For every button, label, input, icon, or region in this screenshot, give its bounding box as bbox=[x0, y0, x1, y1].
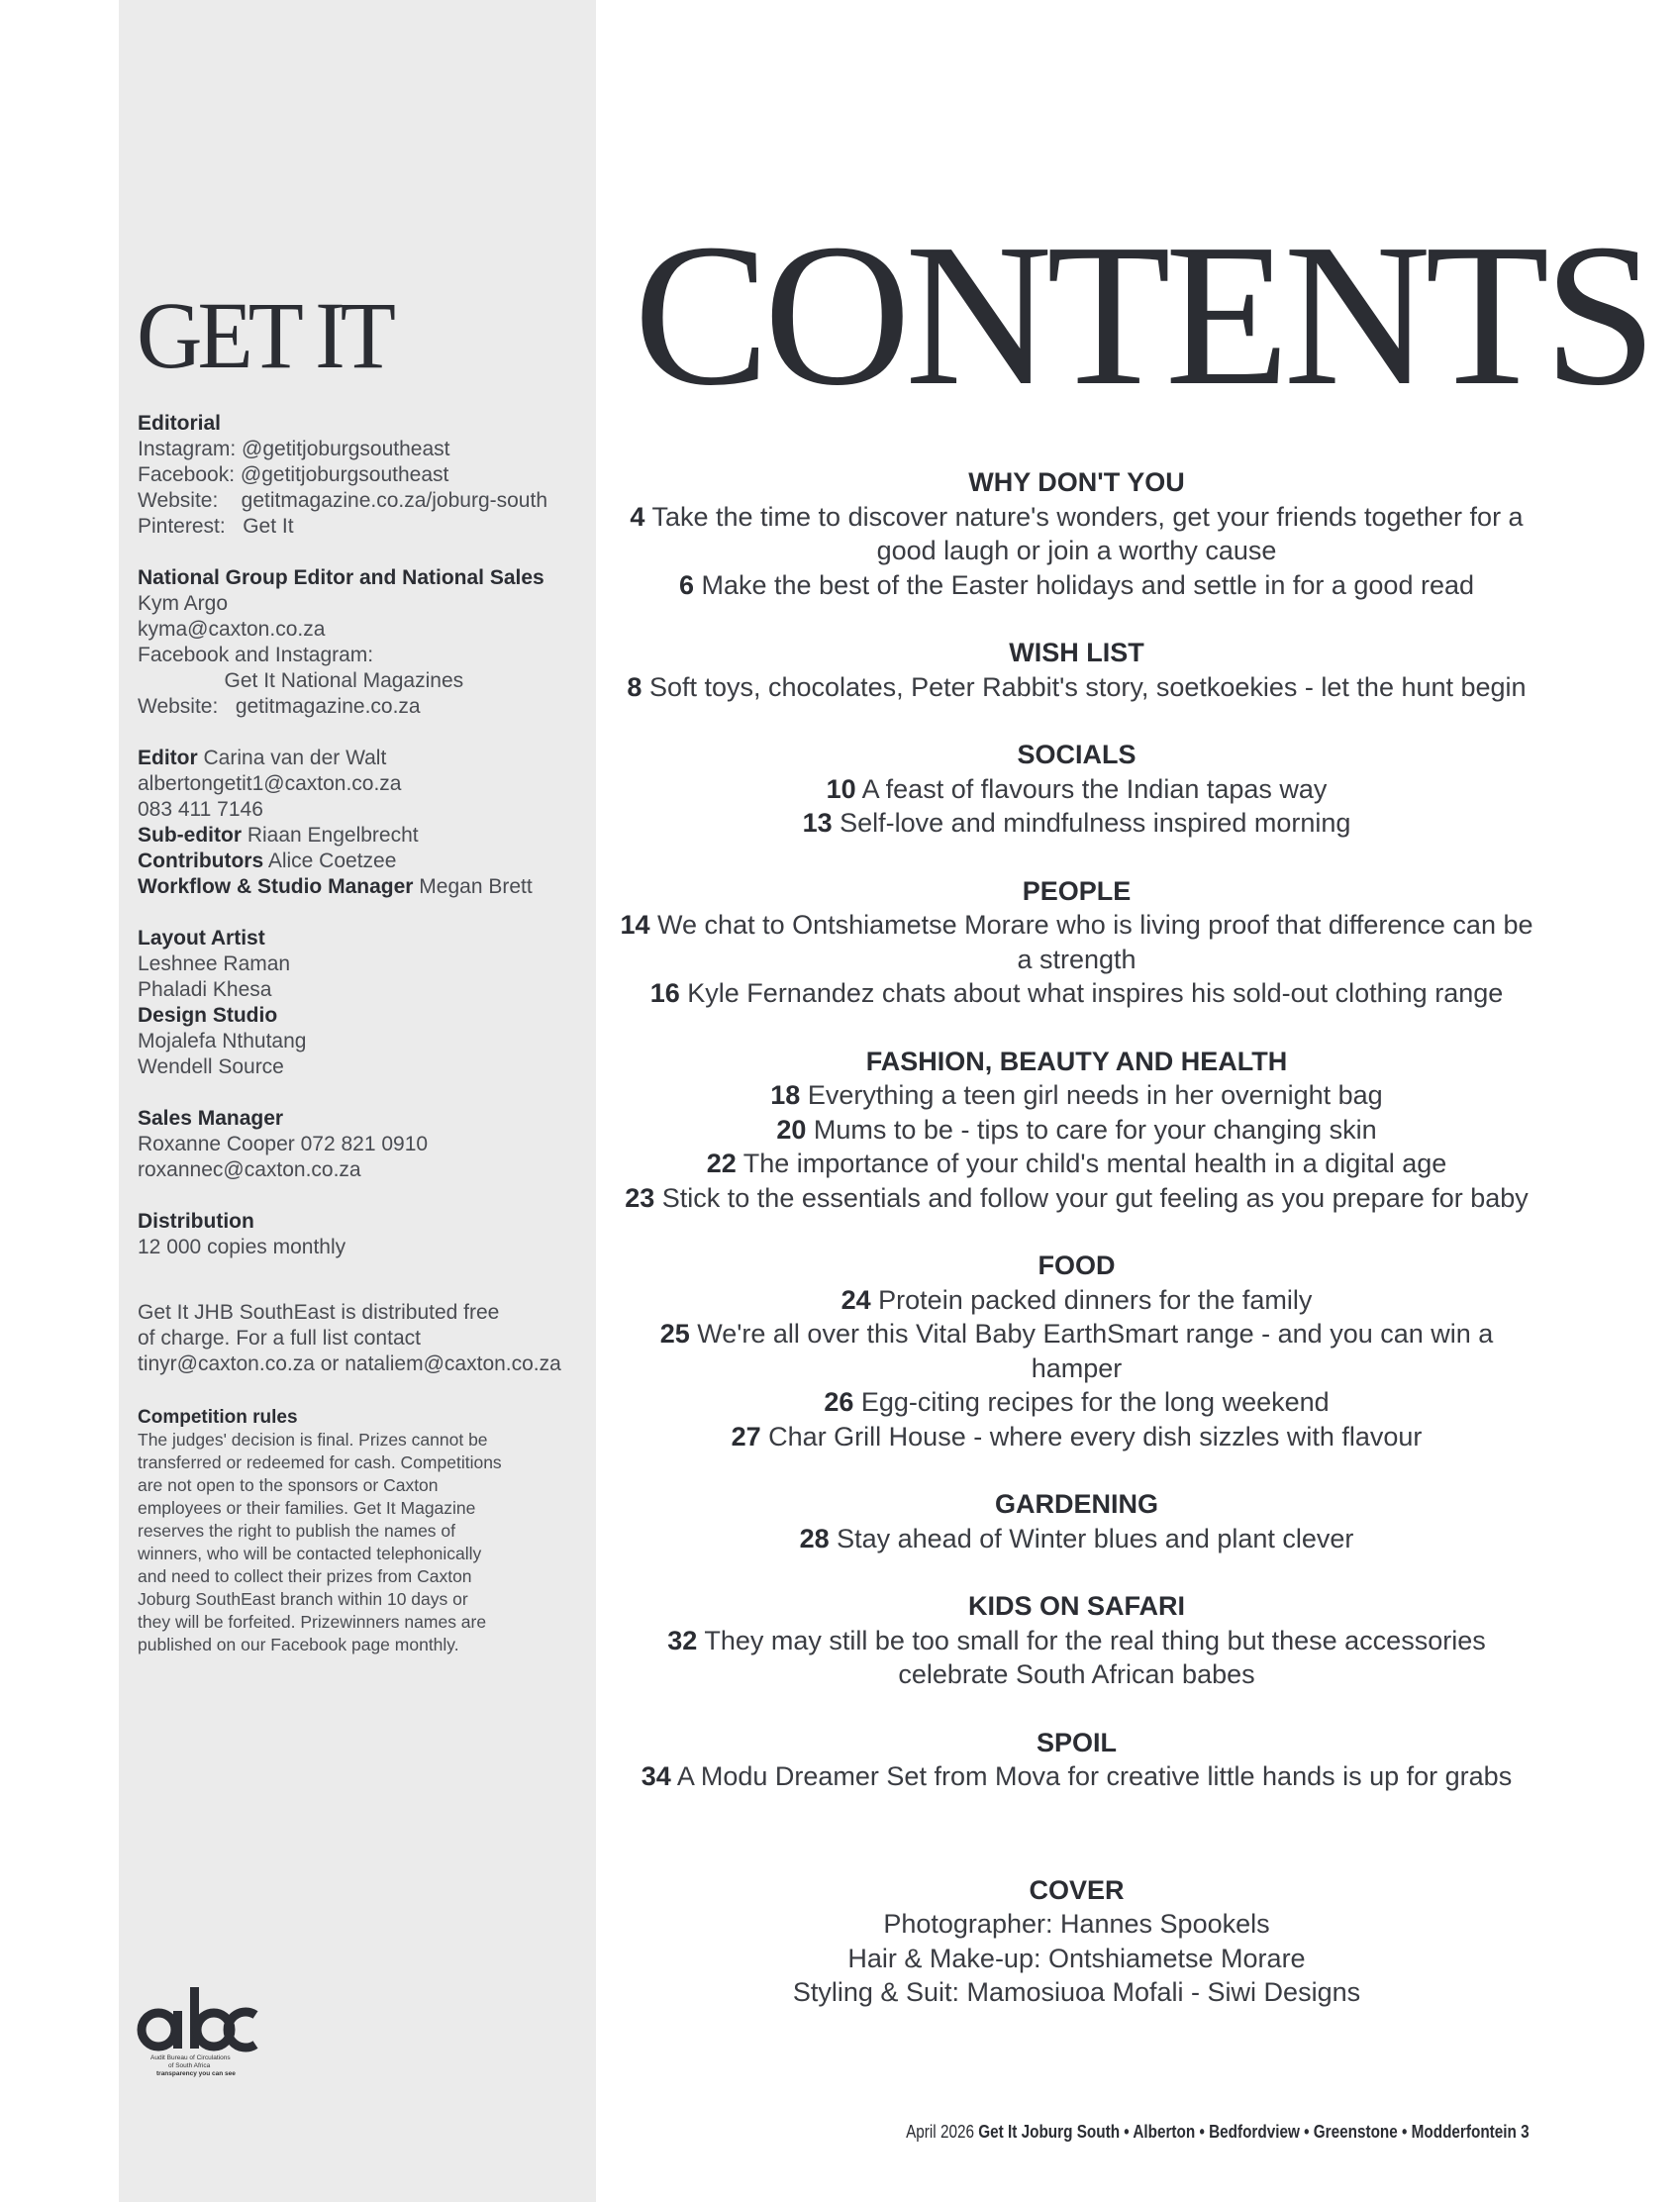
section-heading: KIDS ON SAFARI bbox=[967, 1591, 1186, 1621]
competition-line: published on our Facebook page monthly. bbox=[138, 1635, 459, 1654]
section-heading: FASHION, BEAUTY AND HEALTH bbox=[865, 1046, 1288, 1076]
abc-logo-mark bbox=[135, 1985, 263, 2054]
abc-caption: Audit Bureau of Circulations bbox=[150, 2054, 231, 2061]
national-line: Facebook and Instagram: bbox=[138, 644, 374, 666]
section-heading: WISH LIST bbox=[1009, 638, 1144, 667]
page-number: 25 bbox=[659, 1319, 690, 1349]
item-text: Make the best of the Easter holidays and settle in for a good read bbox=[694, 569, 1474, 600]
distribution-block bbox=[138, 1209, 583, 1260]
contents-sections bbox=[619, 465, 1534, 1794]
national-heading: National Group Editor and National Sales bbox=[138, 566, 544, 589]
contents-item bbox=[619, 1078, 1534, 1113]
item-text: Soft toys, chocolates, Peter Rabbit's story, soetkoekies - let the hunt begin bbox=[642, 671, 1527, 702]
subeditor-line bbox=[138, 823, 583, 849]
item-text: A feast of flavours the Indian tapas way bbox=[855, 773, 1328, 804]
page-number: 34 bbox=[641, 1761, 671, 1791]
page-number: 23 bbox=[625, 1182, 655, 1213]
item-text: Stay ahead of Winter blues and plant clever bbox=[829, 1523, 1354, 1553]
national-line: kyma@caxton.co.za bbox=[138, 618, 326, 641]
item-text: The importance of your child's mental health in a digital age bbox=[736, 1149, 1447, 1178]
contents-section bbox=[619, 1249, 1534, 1453]
item-text: We chat to Ontshiametse Morare who is living proof that difference can be a strength bbox=[649, 910, 1533, 974]
studio-line: Wendell Source bbox=[138, 1055, 284, 1078]
section-heading: FOOD bbox=[1038, 1251, 1116, 1280]
page-number: 10 bbox=[826, 773, 856, 804]
footer-publication: Get It Joburg South • Alberton • Bedfordview • Greenstone • Modderfontein 3 bbox=[978, 2122, 1530, 2142]
item-text: A Modu Dreamer Set from Mova for creative little hands is up for grabs bbox=[670, 1761, 1513, 1791]
editor-label: Editor bbox=[138, 747, 198, 769]
item-text: Everything a teen girl needs in her overnight bag bbox=[800, 1080, 1383, 1110]
item-text: Kyle Fernandez chats about what inspires his sold-out clothing range bbox=[679, 978, 1504, 1008]
page-number: 24 bbox=[840, 1284, 871, 1315]
brand-logo: GET IT bbox=[137, 281, 392, 388]
cover-line: Photographer: Hannes Spookels bbox=[883, 1909, 1270, 1939]
item-text: Egg-citing recipes for the long weekend bbox=[853, 1387, 1330, 1417]
editorial-line: Facebook: @getitjoburgsoutheast bbox=[138, 463, 449, 486]
contents-section bbox=[619, 1726, 1534, 1794]
contributors-line bbox=[138, 849, 583, 874]
contents-section bbox=[619, 1045, 1534, 1216]
distributed-line: tinyr@caxton.co.za or nataliem@caxton.co.za bbox=[138, 1352, 561, 1375]
competition-line: employees or their families. Get It Magazine bbox=[138, 1498, 476, 1518]
section-heading: GARDENING bbox=[994, 1489, 1158, 1519]
contents-item bbox=[619, 568, 1534, 603]
item-text: Take the time to discover nature's wonders, get your friends together for a good laugh or join a worthy cause bbox=[644, 501, 1524, 565]
contents-item bbox=[619, 1181, 1534, 1216]
item-text: Char Grill House - where every dish sizzles with flavour bbox=[760, 1421, 1423, 1451]
competition-line: they will be forfeited. Prizewinners names are bbox=[138, 1612, 487, 1632]
competition-block bbox=[138, 1407, 583, 1656]
competition-line: are not open to the sponsors or Caxton bbox=[138, 1475, 439, 1495]
contents-item bbox=[619, 1624, 1534, 1692]
competition-heading: Competition rules bbox=[138, 1407, 298, 1428]
page-number: 32 bbox=[667, 1625, 698, 1655]
page-title: CONTENTS bbox=[634, 201, 1651, 428]
contents-item bbox=[619, 908, 1534, 976]
contributors-label: Contributors bbox=[138, 850, 264, 872]
competition-line: Joburg SouthEast branch within 10 days or bbox=[138, 1589, 468, 1609]
item-text: Mums to be - tips to care for your changing skin bbox=[806, 1114, 1377, 1145]
abc-logo bbox=[135, 1985, 263, 2078]
cover-credits bbox=[619, 1873, 1534, 2010]
page-number: 6 bbox=[678, 569, 695, 600]
national-line: Get It National Magazines bbox=[138, 669, 464, 692]
item-text: Self-love and mindfulness inspired morning bbox=[832, 808, 1351, 838]
national-line: Kym Argo bbox=[138, 592, 229, 615]
item-text: Protein packed dinners for the family bbox=[870, 1284, 1313, 1315]
page-number: 22 bbox=[706, 1149, 737, 1178]
contents-section bbox=[619, 1487, 1534, 1555]
competition-line: transferred or redeemed for cash. Competitions bbox=[138, 1452, 502, 1472]
contents-item bbox=[619, 806, 1534, 841]
contributors-name: Alice Coetzee bbox=[263, 850, 397, 872]
contents-item bbox=[619, 500, 1534, 568]
page-number: 4 bbox=[630, 501, 645, 532]
distributed-line: Get It JHB SouthEast is distributed free bbox=[138, 1301, 500, 1324]
subeditor-name: Riaan Engelbrecht bbox=[242, 824, 419, 847]
contents-item bbox=[619, 1420, 1534, 1454]
editorial-line: Instagram: @getitjoburgsoutheast bbox=[138, 438, 450, 460]
subeditor-label: Sub-editor bbox=[138, 824, 242, 847]
page-footer bbox=[906, 2122, 1530, 2143]
cover-line: Styling & Suit: Mamosiuoa Mofali - Siwi Designs bbox=[792, 1977, 1361, 2007]
competition-line: The judges' decision is final. Prizes cannot be bbox=[138, 1430, 488, 1450]
section-heading: SOCIALS bbox=[1017, 740, 1136, 769]
contents-item bbox=[619, 1385, 1534, 1420]
contents-item bbox=[619, 1522, 1534, 1556]
staff-block bbox=[138, 746, 583, 900]
contents-item bbox=[619, 1317, 1534, 1385]
editor-email: albertongetit1@caxton.co.za bbox=[138, 772, 402, 795]
section-heading: SPOIL bbox=[1036, 1727, 1117, 1757]
page-number: 8 bbox=[627, 671, 642, 702]
contents-section bbox=[619, 874, 1534, 1011]
section-heading: WHY DON'T YOU bbox=[968, 467, 1185, 497]
item-text: Stick to the essentials and follow your gut feeling as you prepare for baby bbox=[654, 1182, 1529, 1213]
page-number: 18 bbox=[770, 1080, 801, 1110]
section-heading: PEOPLE bbox=[1022, 875, 1132, 906]
distribution-heading: Distribution bbox=[138, 1210, 254, 1233]
editor-phone: 083 411 7146 bbox=[138, 798, 263, 821]
page-number: 13 bbox=[802, 808, 833, 838]
contents-item bbox=[619, 1113, 1534, 1148]
footer-date: April 2026 bbox=[906, 2122, 979, 2142]
competition-line: and need to collect their prizes from Caxton bbox=[138, 1566, 472, 1586]
page-number: 16 bbox=[649, 978, 680, 1008]
item-text: They may still be too small for the real thing but these accessories celebrate South African babes bbox=[697, 1625, 1486, 1689]
abc-caption: transparency you can see bbox=[156, 2070, 236, 2077]
page-number: 26 bbox=[824, 1387, 854, 1417]
cover-line: Hair & Make-up: Ontshiametse Morare bbox=[847, 1943, 1306, 1973]
design-studio-heading: Design Studio bbox=[138, 1004, 278, 1027]
layout-heading: Layout Artist bbox=[138, 927, 265, 950]
workflow-name: Megan Brett bbox=[413, 875, 533, 898]
contents-item bbox=[619, 1283, 1534, 1318]
contents-item bbox=[619, 670, 1534, 705]
sales-line: roxannec@caxton.co.za bbox=[138, 1158, 361, 1181]
editor-name: Carina van der Walt bbox=[197, 747, 387, 769]
editorial-line: Pinterest: Get It bbox=[138, 515, 294, 538]
layout-block bbox=[138, 926, 583, 1080]
page-number: 14 bbox=[620, 910, 650, 940]
page-number: 27 bbox=[731, 1421, 761, 1451]
cover-heading: COVER bbox=[1029, 1874, 1125, 1905]
contents-section bbox=[619, 738, 1534, 841]
editorial-line: Website: getitmagazine.co.za/joburg-south bbox=[138, 489, 548, 512]
sales-block bbox=[138, 1106, 583, 1183]
workflow-line bbox=[138, 874, 583, 900]
abc-caption: of South Africa bbox=[168, 2062, 211, 2069]
distribution-line: 12 000 copies monthly bbox=[138, 1236, 346, 1258]
layout-line: Phaladi Khesa bbox=[138, 978, 272, 1001]
contents-item bbox=[619, 976, 1534, 1011]
item-text: We're all over this Vital Baby EarthSmart range - and you can win a hamper bbox=[689, 1319, 1494, 1383]
editorial-heading: Editorial bbox=[138, 412, 222, 435]
contents-section bbox=[619, 1589, 1534, 1692]
contents-item bbox=[619, 772, 1534, 807]
layout-line: Leshnee Raman bbox=[138, 952, 291, 975]
distributed-free-block bbox=[138, 1300, 583, 1377]
contents-section bbox=[619, 465, 1534, 602]
contents-item bbox=[619, 1147, 1534, 1181]
page-number: 28 bbox=[799, 1523, 830, 1553]
table-of-contents bbox=[619, 465, 1534, 2044]
competition-line: reserves the right to publish the names of bbox=[138, 1521, 456, 1541]
national-block bbox=[138, 565, 583, 720]
workflow-label: Workflow & Studio Manager bbox=[138, 875, 414, 898]
competition-line: winners, who will be contacted telephonically bbox=[138, 1544, 482, 1563]
contents-item bbox=[619, 1759, 1534, 1794]
sales-line: Roxanne Cooper 072 821 0910 bbox=[138, 1133, 429, 1155]
editor-line bbox=[138, 746, 583, 771]
national-line: Website: getitmagazine.co.za bbox=[138, 695, 421, 718]
editorial-block bbox=[138, 411, 583, 540]
page-number: 20 bbox=[776, 1114, 807, 1145]
sales-heading: Sales Manager bbox=[138, 1107, 284, 1130]
studio-line: Mojalefa Nthutang bbox=[138, 1030, 307, 1052]
contents-section bbox=[619, 636, 1534, 704]
distributed-line: of charge. For a full list contact bbox=[138, 1327, 421, 1350]
masthead bbox=[138, 411, 583, 1682]
